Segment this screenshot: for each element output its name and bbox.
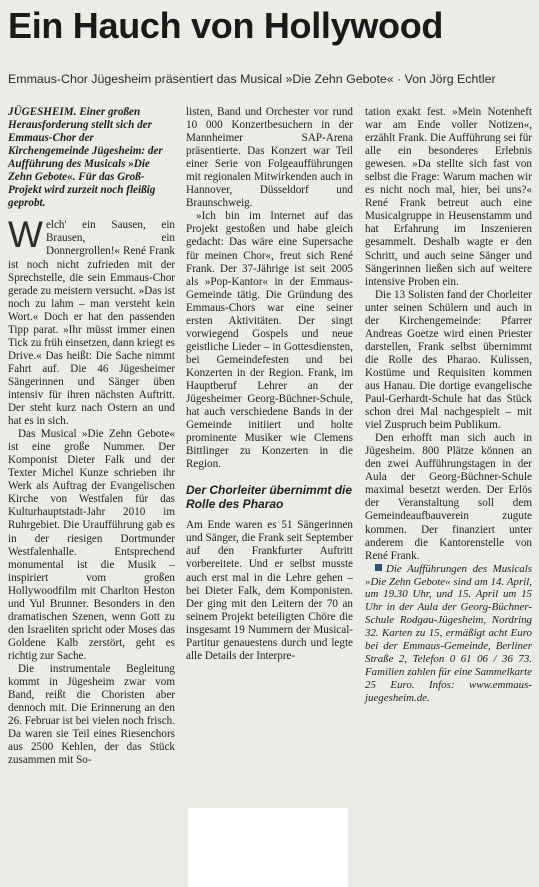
body-paragraph: Das Musical »Die Zehn Gebote« ist eine große Nummer. Der Komponist Dieter Falk und der Texter Michel Kunze schrieben ihr Werk als Auftrag der Evangelischen Kirche von Westfalen für das Kulturhauptstadt-Jahr 2010 im Ruhrgebiet. Die Uraufführung gab es in der riesigen Dortmunder Westfalenhalle. Entsprechend monumental ist die Musik – inspiriert vom großen Hollywoodfilm mit Charlton Heston und Yul Brunner. Besonders in den dramatischen Szenen, wenn Gott zu den Israeliten spricht oder Moses das Goldene Kalb zerstört, geht es richtig zur Sache.	[8, 428, 175, 662]
event-info-box	[365, 563, 532, 705]
section-subheading: Der Chorleiter übernimmt die Rolle des Pharao	[186, 483, 353, 512]
body-paragraph: tation exakt fest. »Mein Notenheft war am Ende voller Notizen«, erzählt Frank. Die Aufführung sei für alle ein besonderes Erlebnis gewesen. »Da stellte sich fast von selbst die Frage: Warum machen wir es nicht noch mal, hier, bei uns?« René Frank betreut auch eine Musicalgruppe in Heusenstamm und hat Erfahrung im Inszenieren gesammelt. Deshalb wagte er den Schritt, und auch seine Sänger und Sängerinnen ließen sich auf weitere intensive Proben ein.	[365, 106, 532, 288]
article-column-3	[365, 106, 532, 705]
blank-image-area	[188, 808, 348, 887]
lead-paragraph: JÜGESHEIM. Einer großen Herausforderung stellt sich der Emmaus-Chor der Kirchengemeinde Jügesheim: der Aufführung des Musicals »Die Zehn Gebote«. Für das Groß-Projekt wird zurzeit noch fleißig geprobt.	[8, 106, 163, 210]
square-bullet-icon	[375, 564, 382, 571]
event-info-text: Die Aufführungen des Musicals »Die Zehn Gebote« sind am 14. April, um 19.30 Uhr, und 15. April um 15 Uhr in der Aula der Georg-Büchner-Schule Rodgau-Jügesheim, Nordring 32. Karten zu 15, ermäßigt acht Euro bei der Emmaus-Gemeinde, Berliner Straße 2, Telefon 0 61 06 / 36 73. Familien zahlen für eine Sammelkarte 25 Euro. Infos: www.emmaus-juegesheim.de.	[365, 562, 532, 704]
headline: Ein Hauch von Hollywood	[8, 5, 444, 46]
body-text: elch' ein Sausen, ein Brausen, ein Donnergrollen!« René Frank ist noch nicht zufrieden mit der Sprechstelle, die sein Emmaus-Chor gerade zu meistern versucht. »Das ist noch zu lahm – man versteht kein Wort.« Doch er hat den passenden Tipp parat. »Ihr müsst immer einen Tick zu früh einsetzen, dann kriegt es Drive.« Das heißt: Die Sache nimmt Fahrt auf. Die 46 Jügesheimer Sängerinnen und Sänger üben intensiv für ihren nächsten Auftritt. Der steht kurz nach Ostern an und hat es in sich.	[8, 219, 175, 428]
body-paragraph: Die instrumentale Begleitung kommt in Jügesheim zwar vom Band, reißt die Choristen aber dennoch mit. Die Erinnerung an den 26. Februar ist bei vielen noch frisch. Da waren sie Teil eines Riesenchors aus 2500 Kehlen, der das Stück zusammen mit So-	[8, 662, 175, 767]
body-paragraph: Die 13 Solisten fand der Chorleiter unter seinen Schülern und auch in der Kirchengemeinde: Pfarrer Andreas Goetze wird einen Priester darstellen, Frank selbst übernimmt die Rolle des Pharao. Kulissen, Kostüme und Requisiten kommen aus Hanau. Die dortige evangelische Paul-Gerhardt-Schule hat das Stück schon drei Mal nachgespielt – mit viel Zuspruch beim Publikum.	[365, 288, 532, 432]
article-column-1	[8, 106, 175, 767]
subheadline-byline: Emmaus-Chor Jügesheim präsentiert das Musical »Die Zehn Gebote« · Von Jörg Echtler	[8, 72, 496, 86]
body-paragraph: Am Ende waren es 51 Sängerinnen und Sänger, die Frank seit September auf den Frankfurter Auftritt vorbereitete. Und er selbst musste auch erst mal in die Lehre gehen – bei Dieter Falk, dem Komponisten. Der ging mit den Leitern der 70 an seinem Projekt beteiligten Chöre die insgesamt 19 Nummern der Musical-Partitur genauestens durch und legte alle Details der Interpre-	[186, 519, 353, 662]
body-paragraph: »Ich bin im Internet auf das Projekt gestoßen und habe gleich gedacht: Das wäre eine Supersache für meinen Chor«, freut sich René Frank. Der 37-Jährige ist seit 2005 als »Pop-Kantor« in der Emmaus-Gemeinde tätig. Die Gründung des Emmaus-Chors war eine seiner ersten Aktivitäten. Der singt vorwiegend Gospels und neue geistliche Lieder – in Gottesdiensten, bei Gemeindefesten und bei Konzerten in der Region. Frank, im Hauptberuf Lehrer an der Jügesheimer Georg-Büchner-Schule, hat auch verschiedene Bands in der Gemeinde initiiert und holte prominente Musiker wie Clemens Bittlinger zu Konzerten in die Region.	[186, 210, 353, 471]
body-paragraph: listen, Band und Orchester vor rund 10 000 Konzertbesuchern in der Mannheimer SAP-Arena präsentierte. Das Konzert war Teil einer Serie von Folgeaufführungen mit regionalen Mitwirkenden auch in Hannover, Düsseldorf und Braunschweig.	[186, 106, 353, 210]
body-paragraph	[8, 214, 175, 428]
body-paragraph: Den erhofft man sich auch in Jügesheim. 800 Plätze können an den zwei Aufführungstagen in der Aula der Georg-Büchner-Schule maximal besetzt werden. Der Erlös der Veranstaltung soll dem Gemeindeaufbauverein zugute kommen. Der finanziert unter anderem die Kantorenstelle von René Frank.	[365, 432, 532, 562]
drop-cap: W	[8, 214, 43, 256]
article-column-2	[186, 106, 353, 663]
